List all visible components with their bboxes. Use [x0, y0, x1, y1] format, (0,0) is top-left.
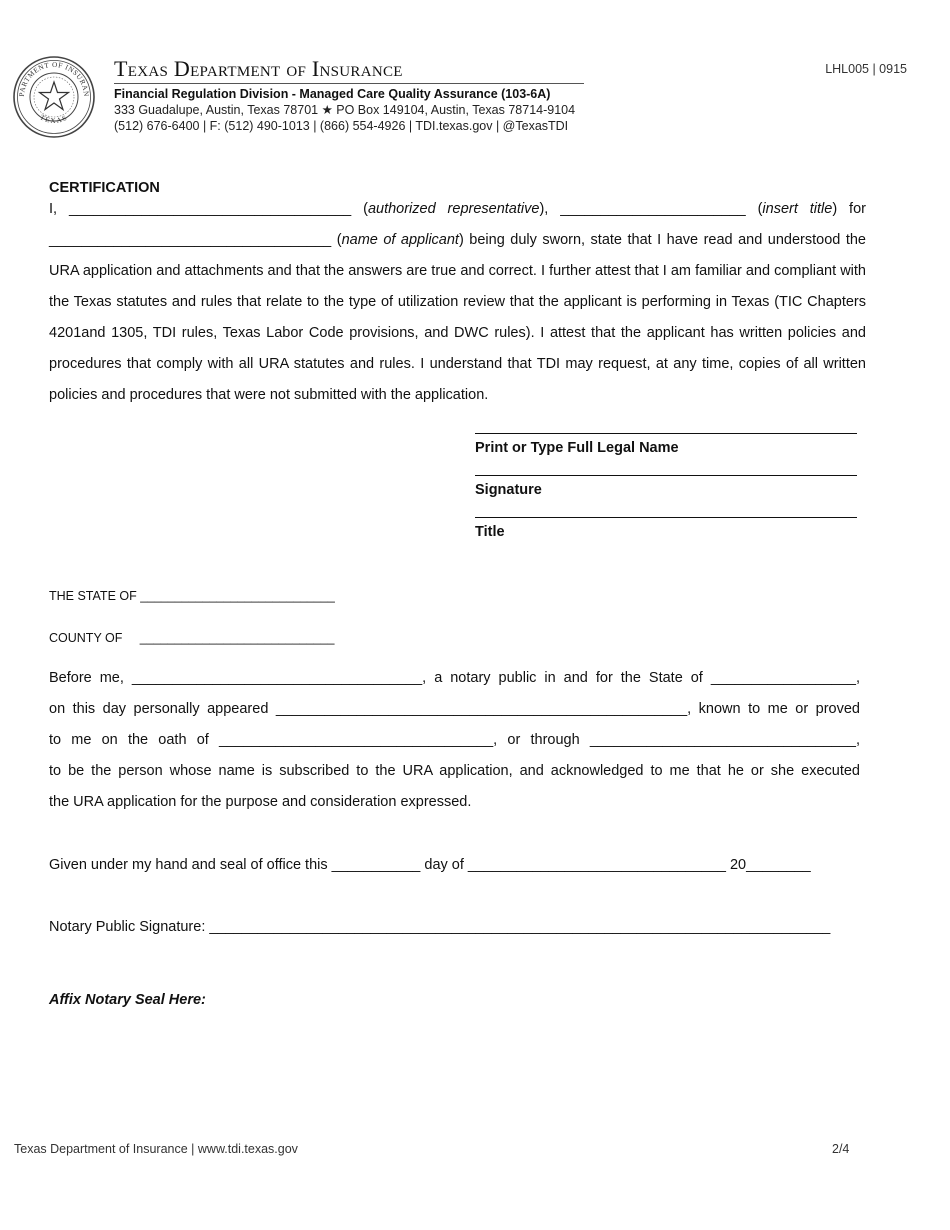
certification-title: CERTIFICATION: [49, 180, 160, 196]
tdi-seal-logo: [12, 55, 96, 139]
name-of-applicant-hint: name of applicant: [341, 232, 459, 248]
seal-top-text: PARTMENT OF INSURAN: [17, 60, 91, 98]
name-signature-field: [475, 433, 857, 456]
name-label: Print or Type Full Legal Name: [475, 440, 679, 456]
signature-field: [475, 475, 857, 498]
page-number: 2/4: [832, 1142, 850, 1156]
form-code: LHL005 | 0915: [825, 62, 907, 76]
svg-text:TEXAS: [39, 113, 70, 125]
title-field: [475, 517, 857, 540]
agency-name: Texas Department of Insurance: [114, 56, 584, 84]
footer-agency: Texas Department of Insurance | www.tdi.texas.gov: [14, 1142, 298, 1156]
notary-line-3: to me on the oath of __________________________________, or through _________________________________,: [49, 732, 860, 748]
cert-text-part: ) for ___________________________________ (: [49, 201, 866, 248]
title-label: Title: [475, 524, 505, 540]
signature-line: [475, 475, 857, 476]
notary-line-2: on this day personally appeared ___________________________________________________, known to me or proved: [49, 701, 860, 717]
signature-label: Signature: [475, 482, 542, 498]
given-under-hand-line: Given under my hand and seal of office this ___________ day of ________________________________ 20________: [49, 857, 811, 873]
notary-signature-line: Notary Public Signature: _____________________________________________________________________________: [49, 919, 831, 935]
cert-text-part: ) being duly sworn, state that I have read and understood the URA application and attachments and that the answers are true and correct. I further attest that I am familiar and compliant with the Texas statutes and rules that relate to the type of utilization review that the applicant is performing in Texas (TIC Chapters 4201and 1305, TDI rules, Texas Labor Code provisions, and DWC rules). I attest that the applicant has written policies and procedures that comply with all URA statutes and rules. I understand that TDI may request, at any time, copies of all written policies and procedures that were not submitted with the application.: [49, 232, 866, 403]
authorized-representative-hint: authorized representative: [367, 201, 540, 217]
certification-statement: [49, 194, 866, 411]
cert-text-part: ), _______________________ (: [539, 201, 763, 217]
name-line: [475, 433, 857, 434]
notary-line-1: Before me, ____________________________________, a notary public in and for the State of __________________,: [49, 670, 860, 686]
notary-acknowledgment: [49, 663, 860, 818]
insert-title-hint: insert title: [762, 201, 833, 217]
agency-contact: (512) 676-6400 | F: (512) 490-1013 | (866) 554-4926 | TDI.texas.gov | @TexasTDI: [114, 119, 569, 133]
notary-line-5: the URA application for the purpose and consideration expressed.: [49, 794, 472, 810]
agency-header: [114, 56, 584, 134]
seal-bottom-text: TEXAS: [38, 113, 70, 126]
division-name: Financial Regulation Division - Managed Care Quality Assurance (103-6A): [114, 87, 551, 101]
title-line: [475, 517, 857, 518]
state-of-line: THE STATE OF ____________________________: [49, 589, 335, 603]
agency-address: 333 Guadalupe, Austin, Texas 78701 ★ PO Box 149104, Austin, Texas 78714-9104: [114, 103, 576, 117]
notary-line-4: to be the person whose name is subscribed to the URA application, and acknowledged to me that he or she executed: [49, 763, 860, 779]
county-of-line: COUNTY OF ____________________________: [49, 631, 335, 645]
cert-text-part: I, ___________________________________ (: [49, 201, 368, 217]
affix-notary-seal-label: Affix Notary Seal Here:: [49, 992, 206, 1008]
